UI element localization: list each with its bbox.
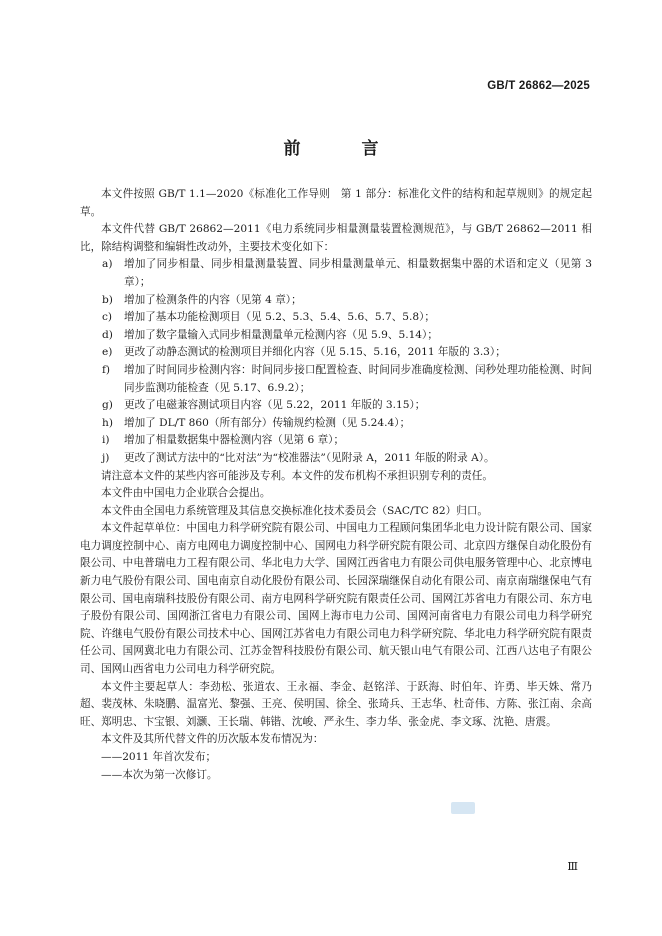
paragraph-proposer: 本文件由中国电力企业联合会提出。	[101, 487, 271, 500]
list-marker: f)	[102, 363, 111, 376]
list-text: 更改了电磁兼容测试项目内容（见 5.22，2011 年版的 3.15）；	[124, 399, 426, 412]
page-number: Ⅲ	[567, 860, 578, 873]
standard-number: GB/T 26862—2025	[487, 80, 590, 92]
list-text: 增加了同步相量、同步相量测量装置、同步相量测量单元、相量数据集中器的术语和定义（见第 3 章）；	[124, 258, 592, 288]
list-text: 更改了动静态测试的检测项目并细化内容（见 5.15、5.16，2011 年版的 3.3）；	[124, 346, 506, 359]
list-item	[80, 450, 592, 468]
list-item	[80, 344, 592, 362]
list-item	[80, 415, 592, 433]
document-body	[80, 186, 592, 784]
list-item	[80, 292, 592, 310]
paragraph-drafting-units: 本文件起草单位：中国电力科学研究院有限公司、中国电力工程顾问集团华北电力设计院有限公司、国家电力调度控制中心、南方电网电力调度控制中心、国网电力科学研究院有限公司、北京四方继保自动化股份有限公司、中电普瑞电力工程有限公司、华北电力大学、国网江西省电力有限公司供电服务管理中心、北京博电新力电气股份有限公司、国电南京自动化股份有限公司、长园深瑞继保自动化有限公司、南京南瑞继保电气有限公司、国电南瑞科技股份有限公司、南方电网科学研究院有限责任公司、国网江苏省电力有限公司、东方电子股份有限公司、国网浙江省电力有限公司、国网上海市电力公司、国网河南省电力有限公司电力科学研究院、许继电气股份有限公司技术中心、国网江苏省电力有限公司电力科学研究院、华北电力科学研究院有限责任公司、国网冀北电力有限公司、江苏金智科技股份有限公司、航天银山电气有限公司、江西八达电子有限公司、国网山西省电力公司电力科学研究院。	[80, 522, 592, 676]
list-text: 增加了数字量输入式同步相量测量单元检测内容（见 5.9、5.14）；	[124, 328, 438, 341]
list-item	[80, 432, 592, 450]
list-item	[80, 309, 592, 327]
list-text: 增加了相量数据集中器检测内容（见第 6 章）；	[124, 434, 345, 447]
list-marker: h)	[102, 416, 113, 429]
paragraph-drafters: 本文件主要起草人：李劲松、张道农、王永福、李金、赵铭洋、于跃海、时伯年、许勇、毕天姝、常乃超、裴茂林、朱晓鹏、温富光、黎强、王亮、侯明国、徐全、张琦兵、王志华、杜奇伟、方陈、张江南、余高旺、郑明忠、卞宝银、刘灏、王长瑞、韩锴、沈峻、严永生、李力华、张金虎、李文琢、沈艳、唐震。	[80, 680, 592, 728]
list-item	[80, 362, 592, 397]
list-marker: g)	[102, 399, 113, 412]
history-item: ——2011 年首次发布；	[101, 751, 217, 763]
paragraph-drafting-rules: 本文件按照 GB/T 1.1—2020《标准化工作导则 第 1 部分：标准化文件的结构和起草规则》的规定起草。	[80, 188, 592, 218]
paragraph-committee: 本文件由全国电力系统管理及其信息交换标准化技术委员会（SAC/TC 82）归口。	[101, 504, 489, 517]
list-text: 增加了 DL/T 860（所有部分）传输规约检测（见 5.24.4）；	[124, 416, 411, 429]
list-marker: a)	[102, 258, 113, 271]
history-item: ——本次为第一次修订。	[101, 768, 218, 781]
list-text: 增加了检测条件的内容（见第 4 章）；	[124, 293, 302, 306]
list-item	[80, 256, 592, 291]
list-marker: b)	[102, 293, 113, 306]
list-marker: j)	[102, 451, 110, 464]
list-item	[80, 397, 592, 415]
watermark-stamp	[451, 802, 475, 814]
list-text: 更改了测试方法中的“比对法”为“校准器法”（见附录 A，2011 年版的附录 A）。	[124, 451, 495, 464]
list-item	[80, 327, 592, 345]
list-marker: c)	[102, 311, 113, 324]
list-text: 增加了基本功能检测项目（见 5.2、5.3、5.4、5.6、5.7、5.8）；	[124, 311, 436, 324]
page-title: 前 言	[283, 139, 401, 159]
paragraph-replacement: 本文件代替 GB/T 26862—2011《电力系统同步相量测量装置检测规范》，与 GB/T 26862—2011 相比，除结构调整和编辑性改动外，主要技术变化如下：	[80, 223, 592, 253]
list-marker: i)	[102, 434, 110, 447]
paragraph-patent-notice: 请注意本文件的某些内容可能涉及专利。本文件的发布机构不承担识别专利的责任。	[101, 469, 493, 482]
list-text: 增加了时间同步检测内容：时间同步接口配置检查、时间同步准确度检测、闰秒处理功能检测、时间同步监测功能检查（见 5.17、6.9.2）；	[124, 363, 592, 394]
paragraph-history-intro: 本文件及其所代替文件的历次版本发布情况为：	[101, 733, 324, 746]
list-marker: d)	[102, 328, 113, 341]
list-marker: e)	[102, 346, 113, 359]
